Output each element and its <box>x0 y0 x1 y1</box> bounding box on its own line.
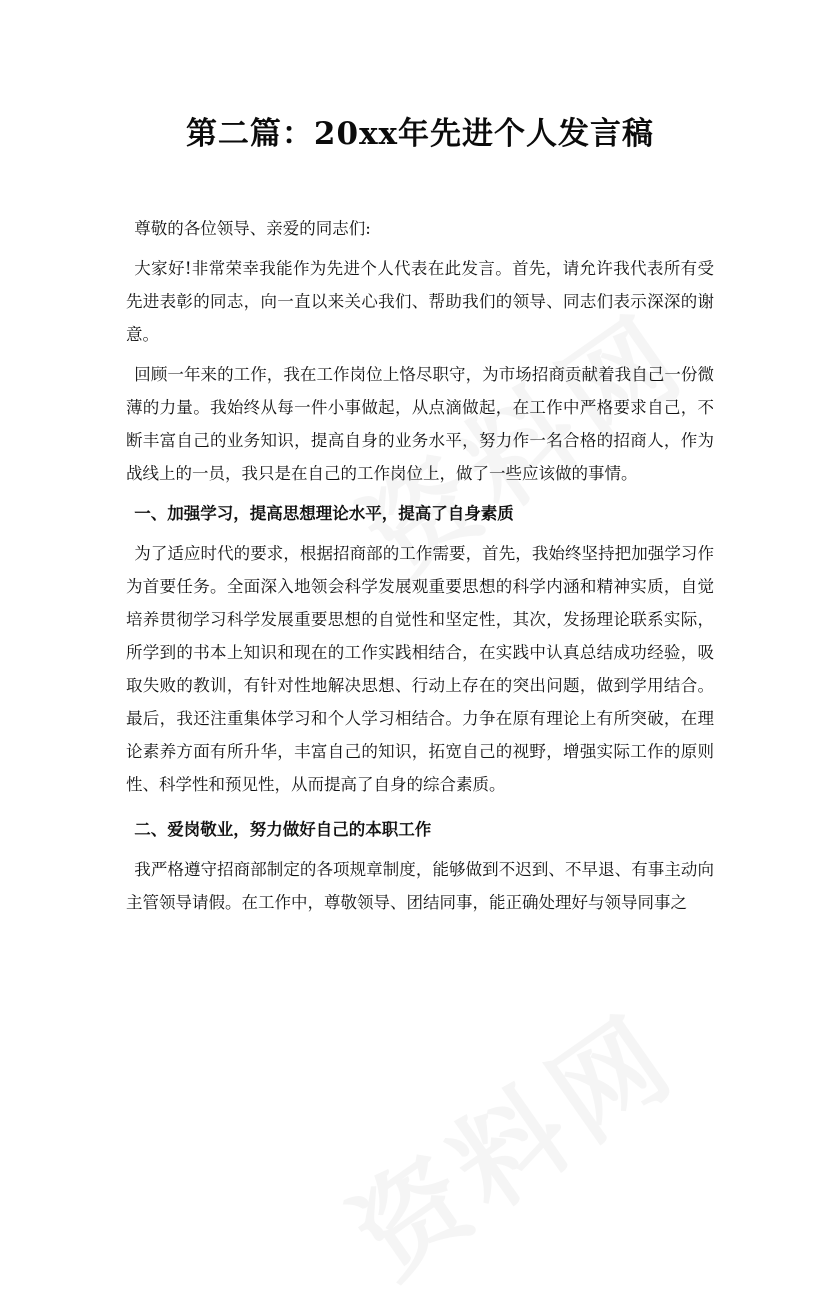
paragraph: 为了适应时代的要求，根据招商部的工作需要，首先，我始终坚持把加强学习作为首要任务。全面深入地领会科学发展观重要思想的科学内涵和精神实质，自觉培养贯彻学习科学发展重要思想的自觉性和坚定性，其次，发扬理论联系实际，所学到的书本上知识和现在的工作实践相结合，在实践中认真总结成功经验，吸取失败的教训，有针对性地解决思想、行动上存在的突出问题，做到学用结合。最后，我还注重集体学习和个人学习相结合。力争在原有理论上有所突破，在理论素养方面有所升华，丰富自己的知识，拓宽自己的视野，增强实际工作的原则性、科学性和预见性，从而提高了自身的综合素质。 <box>126 544 714 794</box>
watermark <box>317 971 703 1307</box>
document-title: 第二篇：20xx年先进个人发言稿 <box>185 116 655 152</box>
salutation: 尊敬的各位领导、亲爱的同志们: <box>134 219 371 238</box>
paragraph: 大家好!非常荣幸我能作为先进个人代表在此发言。首先，请允许我代表所有受先进表彰的同志，向一直以来关心我们、帮助我们的领导、同志们表示深深的谢意。 <box>126 259 714 344</box>
document-page <box>126 110 714 919</box>
paragraph: 我严格遵守招商部制定的各项规章制度，能够做到不迟到、不早退、有事主动向主管领导请假。在工作中，尊敬领导、团结同事，能正确处理好与领导同事之 <box>126 860 714 912</box>
paragraph: 回顾一年来的工作，我在工作岗位上恪尽职守，为市场招商贡献着我自己一份微薄的力量。我始终从每一件小事做起，从点滴做起，在工作中严格要求自己，不断丰富自己的业务知识，提高自身的业务水平，努力作一名合格的招商人，作为战线上的一员，我只是在自己的工作岗位上，做了一些应该做的事情。 <box>126 365 714 483</box>
section-heading: 一、加强学习，提高思想理论水平，提高了自身素质 <box>134 504 514 523</box>
section-heading: 二、爱岗敬业，努力做好自己的本职工作 <box>134 820 432 839</box>
document-body <box>126 212 714 919</box>
